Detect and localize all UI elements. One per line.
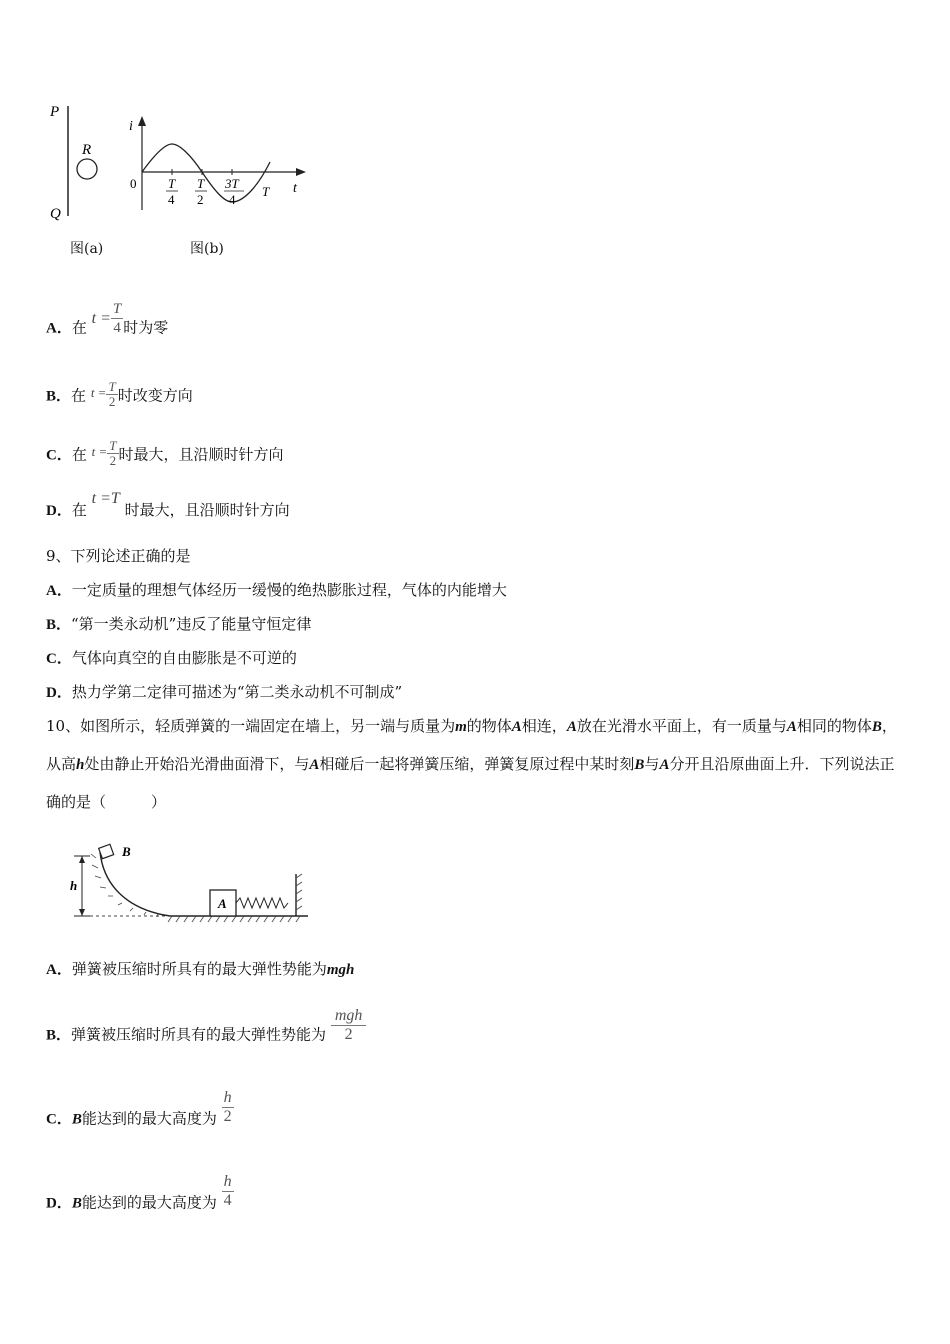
q10-option-d: D．B能达到的最大高度为 $\frac{h}{4}$ bbox=[46, 1173, 232, 1212]
figure-b-caption: 图(b) bbox=[190, 241, 224, 257]
figure-b bbox=[120, 110, 320, 220]
label-a: A bbox=[218, 896, 227, 911]
frac-t-2-b: $\frac{T}{2}$ bbox=[108, 379, 116, 409]
q8-option-b: B．在 t = $\frac{T}{2}$ 时改变方向 bbox=[46, 379, 193, 409]
tick-t4-den: 4 bbox=[168, 192, 175, 207]
frac-h-4: $\frac{h}{4}$ bbox=[223, 1173, 232, 1209]
frac-mgh-2: $\frac{\text{mgh}}{2}$ bbox=[331, 1007, 367, 1044]
q9-option-b: B．“第一类永动机”违反了能量守恒定律 bbox=[46, 615, 312, 633]
tick-t4-num: T bbox=[168, 176, 176, 191]
label-r: R bbox=[82, 142, 92, 158]
q10-option-c: C．B能达到的最大高度为 $\frac{h}{2}$ bbox=[46, 1089, 232, 1128]
label-q: Q bbox=[50, 206, 61, 222]
q10-stem: 10、如图所示，轻质弹簧的一端固定在墙上，另一端与质量为m的物体A相连，A放在光滑水平面上，有一质量与A相同的物体B，从高h处由静止开始沿光滑曲面滑下，与A相碰后一起将弹簧压缩，弹簧复原过程中某时刻B与A分开且沿原曲面上升．下列说法正确的是（ ） bbox=[46, 717, 897, 811]
frac-t-4: $\frac{T}{4}$ bbox=[112, 301, 122, 336]
q9-option-a: A．一定质量的理想气体经历一缓慢的绝热膨胀过程，气体的内能增大 bbox=[46, 581, 507, 599]
figure-a-caption: 图(a) bbox=[70, 241, 104, 257]
label-p: P bbox=[50, 104, 60, 120]
q9-stem: 9、下列论述正确的是 bbox=[46, 547, 191, 565]
tick-t2-den: 2 bbox=[197, 192, 204, 207]
q10-option-a: A．弹簧被压缩时所具有的最大弹性势能为mgh bbox=[46, 960, 355, 978]
q10-figure-drawing bbox=[60, 838, 320, 928]
origin-label: 0 bbox=[130, 176, 137, 191]
frac-t-2-c: $\frac{T}{2}$ bbox=[109, 438, 117, 468]
label-h: h bbox=[70, 878, 78, 893]
figure-b-graph bbox=[120, 110, 320, 220]
q9-option-c: C．气体向真空的自由膨胀是不可逆的 bbox=[46, 649, 297, 667]
tick-3t4-den: 4 bbox=[229, 192, 236, 207]
tick-3t4-num: 3T bbox=[225, 176, 239, 191]
q8-option-a: A．在 t = $\frac{T}{4}$ 时为零 bbox=[46, 301, 169, 337]
tick-t2-num: T bbox=[197, 176, 205, 191]
q10-figure bbox=[60, 838, 320, 928]
axis-i-label: i bbox=[129, 119, 133, 134]
q10-option-b: B．弹簧被压缩时所具有的最大弹性势能为 $\frac{\text{mgh}}{2}$ bbox=[46, 1017, 366, 1054]
q9-option-d: D．热力学第二定律可描述为“第二类永动机不可制成” bbox=[46, 683, 403, 701]
q8-option-d: D．在 t =T 时最大，且沿顺时针方向 bbox=[46, 490, 290, 519]
frac-h-2: $\frac{h}{2}$ bbox=[223, 1089, 232, 1125]
axis-t-label: t bbox=[293, 181, 297, 196]
label-b: B bbox=[122, 844, 131, 859]
tick-t-label: T bbox=[262, 184, 270, 199]
q8-option-c: C．在 t = $\frac{T}{2}$ 时最大，且沿顺时针方向 bbox=[46, 438, 284, 468]
